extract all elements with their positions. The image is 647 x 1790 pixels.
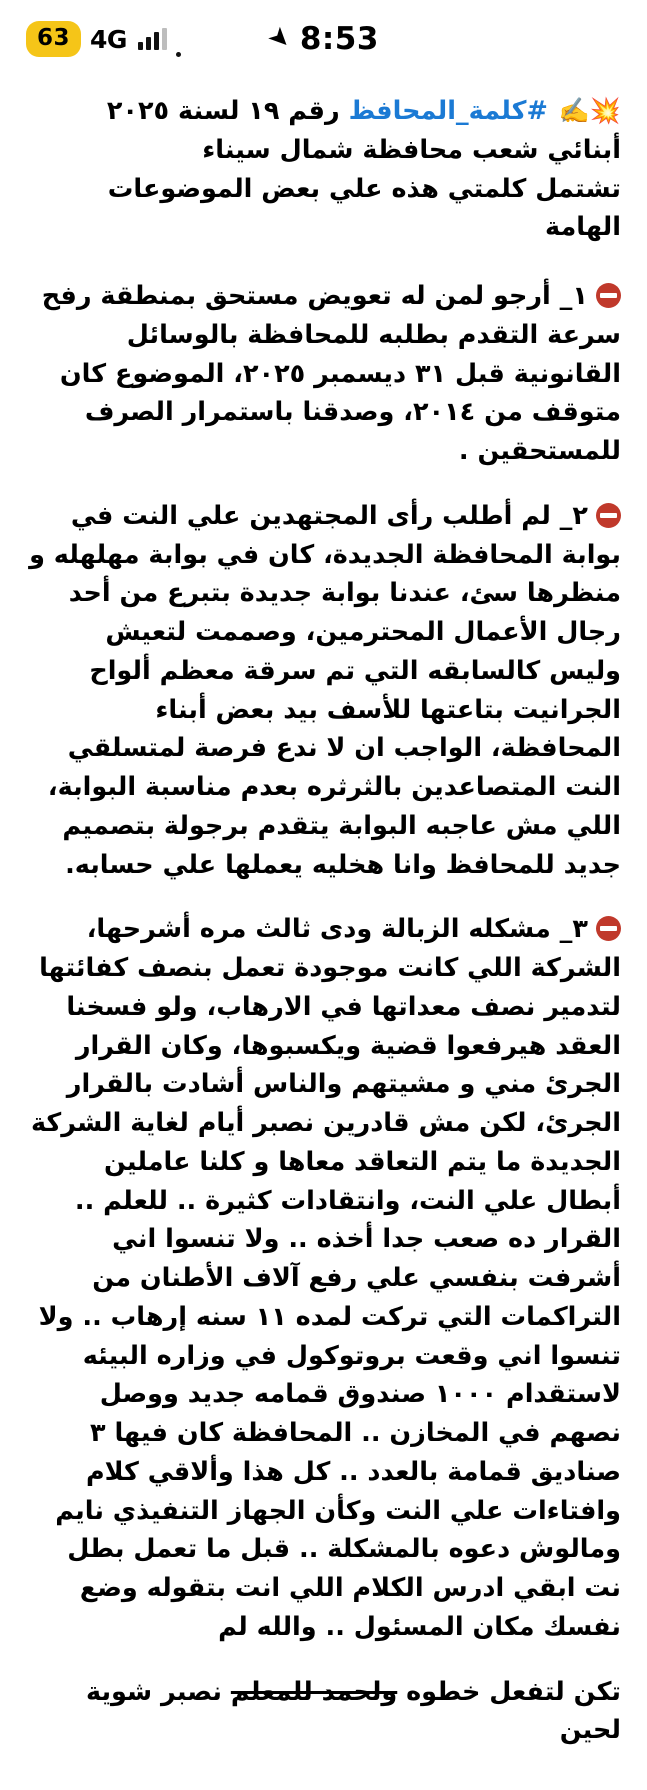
item-3-number: ٣_ bbox=[559, 914, 588, 945]
message-item-1 bbox=[26, 277, 621, 471]
no-entry-icon bbox=[596, 503, 621, 528]
headline-line-2: أبنائي شعب محافظة شمال سيناء bbox=[202, 134, 621, 165]
no-entry-icon bbox=[596, 916, 621, 941]
battery-percent-badge: 63 bbox=[26, 21, 81, 57]
status-bar-left bbox=[26, 21, 181, 57]
item-2-text: لم أطلب رأى المجتهدين علي النت في بوابة المحافظة الجديدة، كان في بوابة مهلهله و منظرها سئ، عندنا بوابة جديدة بتبرع من أحد رجال الأعمال المحترمين، وصممت لتعيش وليس كالسابقه التي تم سرقة معظم ألواح الجرانيت بتاعتها للأسف بيد بعض أبناء المحافظة، الواجب ان لا ندع فرصة لمتسلقي النت المتصاعدين بالثرثره بعدم مناسبة البوابة، اللي مش عاجبه البوابة يتقدم برجولة بتصميم جديد للمحافظ وانا هخليه يعملها علي حسابه. bbox=[29, 500, 621, 880]
item-3-text: مشكله الزبالة ودى ثالث مره أشرحها، الشركة اللي كانت موجودة تعمل بنصف كفائتها لتدمير نصف معداتها في الارهاب، ولو فسخنا العقد هيرفعوا قضية ويكسبوها، وكان القرار الجرئ مني و مشيتهم والناس أشادت بالقرار الجرئ، لكن مش قادرين نصبر أيام لغاية الشركة الجديدة ما يتم التعاقد معاها و كلنا عاملين أبطال علي النت، وانتقادات كثيرة .. للعلم .. القرار ده صعب جدا أخذه .. ولا تنسوا اني أشرفت بنفسي علي رفع آلاف الأطنان من التراكمات التي تركت لمده ١١ سنه إرهاب .. ولا تنسوا اني وقعت بروتوكول في وزاره البيئه لاستقدام ١٠٠٠ صندوق قمامه جديد ووصل نصهم في المخازن .. المحافظة كان فيها ٣ صناديق قمامة بالعدد .. كل هذا وألاقي كلام وافتاءات علي النت وكأن الجهاز التنفيذي نايم ومالوش دعوه بالمشكلة .. قبل ما تعمل بطل نت ابقي ادرس الكلام اللي انت بتقوله وضع نفسك مكان المسئول .. والله لم bbox=[30, 914, 621, 1642]
signal-bars-icon bbox=[138, 28, 167, 50]
headline-line-3: تشتمل كلمتي هذه علي بعض الموضوعات الهامة bbox=[107, 173, 621, 243]
location-arrow-icon: ➤ bbox=[261, 19, 298, 57]
cutoff-before-text: تكن لتفعل خطوه bbox=[397, 1676, 621, 1707]
explosion-pen-emoji: 💥✍️ bbox=[558, 96, 621, 125]
status-bar-clock: 8:53 bbox=[299, 21, 379, 57]
no-entry-icon bbox=[596, 283, 621, 308]
cutoff-struck-text: ولحمد للمعلم bbox=[230, 1676, 398, 1707]
network-type-label: 4G bbox=[90, 24, 127, 54]
status-bar bbox=[0, 0, 647, 78]
item-1-text: أرجو لمن له تعويض مستحق بمنطقة رفح سرعة التقدم بطلبه للمحافظة بالوسائل القانونية قبل ٣١ ديسمبر ٢٠٢٥، الموضوع كان متوقف من ٢٠١٤، وصدقنا باستمرار الصرف للمستحقين . bbox=[41, 281, 621, 466]
signal-dot-icon bbox=[176, 52, 181, 57]
cutoff-after-text: نصبر شوية لحين bbox=[86, 1676, 621, 1746]
message-body bbox=[0, 78, 647, 1790]
message-item-2 bbox=[26, 497, 621, 885]
message-item-3 bbox=[26, 910, 621, 1646]
item-1-number: ١_ bbox=[559, 281, 588, 311]
headline-rest: رقم ١٩ لسنة ٢٠٢٥ bbox=[106, 96, 349, 126]
message-cutoff-line bbox=[26, 1673, 621, 1751]
hashtag-link[interactable]: #كلمة_المحافظ bbox=[348, 96, 548, 126]
item-2-number: ٢_ bbox=[559, 500, 588, 531]
message-headline bbox=[26, 92, 621, 247]
